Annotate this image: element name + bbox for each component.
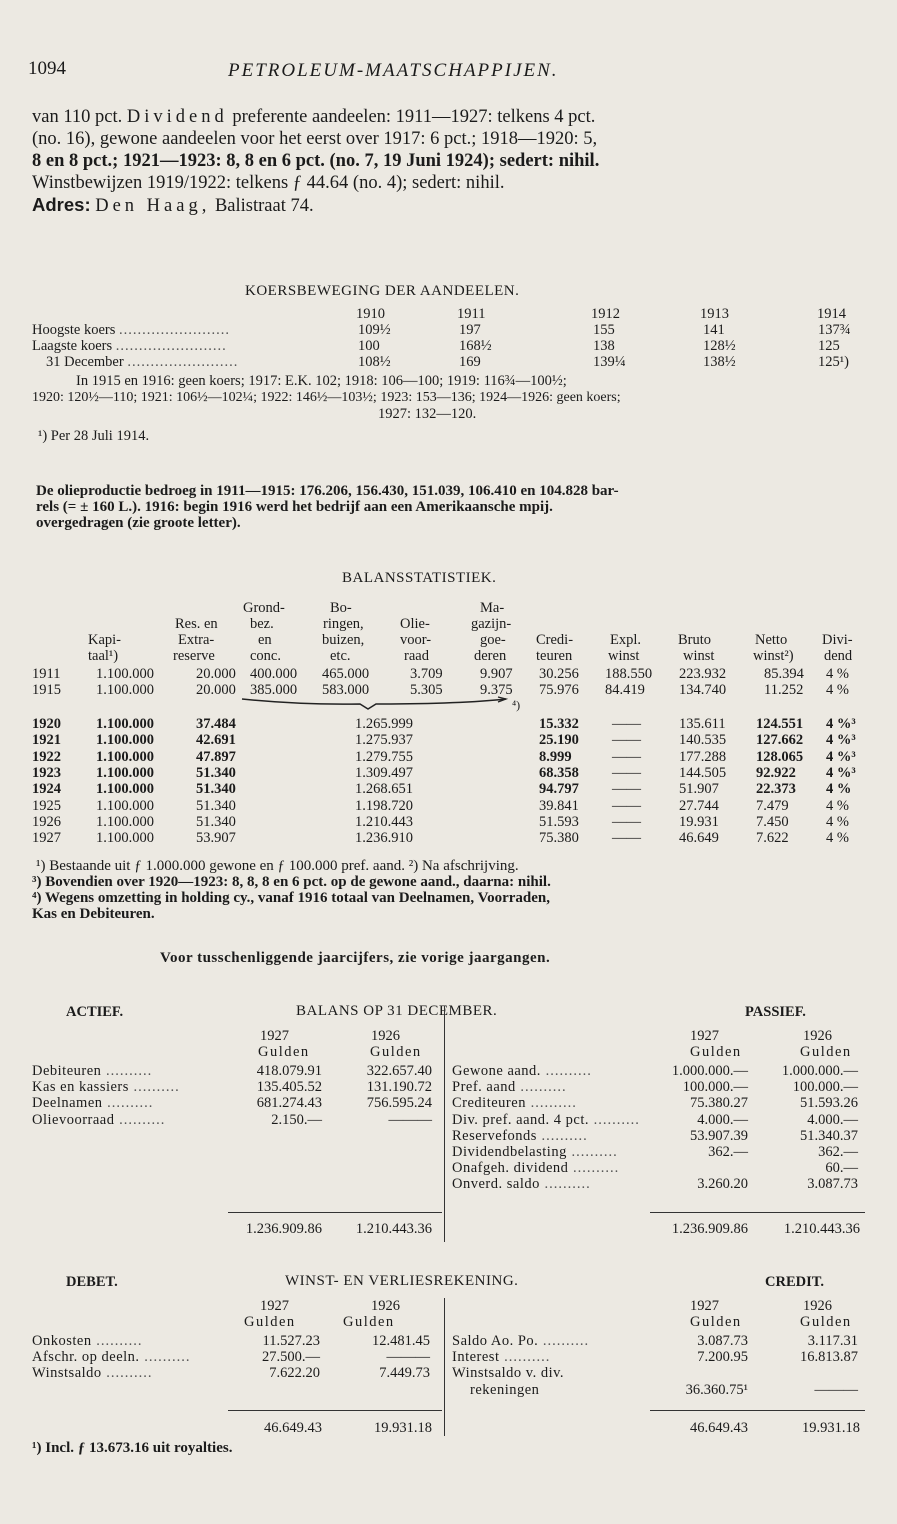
col-header: winst <box>608 648 640 664</box>
kapitaal-cell: 1.100.000 <box>96 830 154 847</box>
value-1926: 756.595.24 <box>366 1095 432 1112</box>
dividend-cell: 4 % <box>826 830 849 847</box>
koers-row-label: 31 December ........................ <box>46 354 239 370</box>
totaal-cell: 1.268.651 <box>355 781 413 798</box>
col-header: reserve <box>173 648 215 664</box>
unit-head: Gulden <box>258 1044 310 1060</box>
label-text: Debiteuren <box>32 1063 102 1079</box>
koers-value: 125¹) <box>818 354 849 370</box>
magazijn-cell: 9.907 <box>480 666 513 682</box>
totaal-cell: 1.279.755 <box>355 748 413 765</box>
col-header: buizen, <box>322 632 365 648</box>
label-text: Interest <box>452 1349 500 1366</box>
ledger-label <box>470 1382 539 1399</box>
label-text: Afschr. op deeln. <box>32 1349 140 1366</box>
expl-dash: —— <box>612 716 641 732</box>
value-1926: 51.340.37 <box>800 1127 858 1144</box>
koers-value: 128½ <box>703 338 736 354</box>
unit-head: Gulden <box>343 1314 395 1330</box>
year-head: 1926 <box>371 1028 400 1044</box>
koers-value: 109½ <box>358 322 391 338</box>
koers-note: 1920: 120½—110; 1921: 106½—102¼; 1922: 146½—103½; 1923: 153—136; 1924—1926: geen koers; <box>32 390 621 405</box>
running-title: PETROLEUM-MAATSCHAPPIJEN. <box>228 60 559 81</box>
label-text: Winstsaldo v. div. <box>452 1365 565 1382</box>
col-header: raad <box>404 648 429 664</box>
col-header: Res. en <box>175 616 218 632</box>
year-cell: 1926 <box>32 813 61 830</box>
reserve-cell: 47.897 <box>196 748 236 765</box>
totaal-cell: 1.275.937 <box>355 732 413 749</box>
dividend-cell: 4 %³ <box>826 716 856 732</box>
ledger-label: Kas en kassiers .......... <box>32 1079 180 1096</box>
footnote: ³) Bovendien over 1920—1923: 8, 8, 8 en 6 pct. op de gewone aand., daarna: nihil. <box>32 874 551 890</box>
crediteuren-cell: 30.256 <box>539 666 579 682</box>
col-header: conc. <box>250 648 281 664</box>
kapitaal-cell: 1.100.000 <box>96 797 154 814</box>
col-header: winst²) <box>753 648 794 664</box>
adres-street: Balistraat 74. <box>210 196 314 216</box>
col-header: Olie- <box>400 616 430 632</box>
year-cell: 1927 <box>32 830 61 847</box>
ledger-label: Olievoorraad .......... <box>32 1111 166 1128</box>
bruto-cell: 144.505 <box>679 764 727 781</box>
koers-value: 197 <box>459 322 481 338</box>
ledger-label: Onkosten .......... <box>32 1333 143 1349</box>
total-rule <box>650 1212 865 1213</box>
passief-head: PASSIEF. <box>745 1004 806 1020</box>
adres-line <box>32 194 599 217</box>
total-actief-1926: 1.210.443.36 <box>355 1221 432 1237</box>
netto-cell: 85.394 <box>764 666 804 682</box>
olie-cell: 3.709 <box>410 666 443 682</box>
expl-dash: —— <box>612 830 641 847</box>
col-header: deren <box>474 648 507 664</box>
koers-value: 155 <box>593 322 615 338</box>
dividend-cell: 4 %³ <box>826 732 856 749</box>
year-head: 1927 <box>690 1028 719 1044</box>
label-text: Onafgeh. dividend <box>452 1160 569 1177</box>
totaal-cell: 1.236.910 <box>355 830 413 847</box>
value-1926: 3.117.31 <box>807 1333 858 1349</box>
col-header: Expl. <box>610 632 642 648</box>
reserve-cell: 51.340 <box>196 781 236 798</box>
label-text: Gewone aand. <box>452 1063 541 1079</box>
boringen-cell: 465.000 <box>322 666 370 682</box>
reserve-cell: 20.000 <box>196 666 236 682</box>
ledger-label: Gewone aand. .......... <box>452 1063 592 1079</box>
value-1926: 12.481.45 <box>372 1333 430 1349</box>
value-1926: 100.000.— <box>792 1079 858 1096</box>
bruto-cell: 134.740 <box>679 682 727 698</box>
col-header: Credi- <box>536 632 574 648</box>
label-text: Kas en kassiers <box>32 1079 129 1096</box>
totaal-cell: 1.198.720 <box>355 797 413 814</box>
winst-divider <box>444 1298 445 1436</box>
koers-year: 1912 <box>591 306 620 322</box>
label-text: Pref. aand <box>452 1079 516 1096</box>
reserve-cell: 37.484 <box>196 716 236 732</box>
col-header: Kapi- <box>88 632 122 648</box>
value-1926: 7.449.73 <box>379 1365 430 1382</box>
intro-text: preferente aandeelen: 1911—1927: telkens 4 pct. <box>227 107 596 127</box>
unit-head: Gulden <box>370 1044 422 1060</box>
koers-year: 1910 <box>356 306 385 322</box>
value-1926: ——— <box>814 1381 858 1398</box>
intro-paragraph <box>32 106 599 217</box>
col-header: Ma- <box>480 600 505 616</box>
olie-line: rels (= ± 160 L.). 1916: begin 1916 werd het bedrijf aan een Amerikaansche mpij. <box>36 499 553 515</box>
year-head: 1927 <box>690 1298 719 1314</box>
koers-row-label: Hoogste koers ........................ <box>32 322 230 338</box>
value-1927: 1.000.000.— <box>671 1063 748 1079</box>
netto-cell: 7.622 <box>756 830 789 847</box>
reserve-cell: 51.340 <box>196 797 236 814</box>
kapitaal-cell: 1.100.000 <box>96 764 154 781</box>
unit-head: Gulden <box>800 1044 852 1060</box>
value-1927: 681.274.43 <box>256 1095 322 1112</box>
netto-cell: 11.252 <box>764 682 804 698</box>
unit-head: Gulden <box>690 1044 742 1060</box>
grond-cell: 400.000 <box>250 666 298 682</box>
netto-cell: 7.450 <box>756 813 789 830</box>
balansstat-footnotes <box>32 858 551 922</box>
grond-cell: 385.000 <box>250 682 298 698</box>
year-cell: 1922 <box>32 748 61 765</box>
kapitaal-cell: 1.100.000 <box>96 716 154 732</box>
kapitaal-cell: 1.100.000 <box>96 682 154 698</box>
olie-line: overgedragen (zie groote letter). <box>36 515 241 531</box>
crediteuren-cell: 8.999 <box>539 748 572 765</box>
reserve-cell: 42.691 <box>196 732 236 749</box>
value-1927: 75.380.27 <box>690 1095 748 1112</box>
label-text: Onkosten <box>32 1333 92 1349</box>
total-rule <box>228 1410 442 1411</box>
koers-value: 100 <box>358 338 380 354</box>
total-credit-1927: 46.649.43 <box>690 1420 748 1436</box>
koers-value: 139¼ <box>593 354 626 370</box>
bruto-cell: 51.907 <box>679 781 719 798</box>
intro-line-3: 8 en 8 pct.; 1921—1923: 8, 8 en 6 pct. (no. 7, 19 Juni 1924); sedert: nihil. <box>32 151 600 171</box>
koers-value: 137¾ <box>818 322 851 338</box>
debet-head: DEBET. <box>66 1274 118 1290</box>
value-1927: 7.200.95 <box>697 1349 748 1366</box>
col-header: etc. <box>330 648 351 664</box>
winst-title: WINST- EN VERLIESREKENING. <box>285 1273 519 1289</box>
totaal-cell: 1.210.443 <box>355 813 413 830</box>
value-1926: 16.813.87 <box>800 1349 858 1366</box>
value-1926: ——— <box>388 1111 432 1128</box>
col-header: Netto <box>755 632 788 648</box>
value-1926: 4.000.— <box>807 1111 858 1128</box>
value-1927: 11.527.23 <box>262 1333 320 1349</box>
label-text: rekeningen <box>470 1381 540 1398</box>
col-header: Divi- <box>822 632 853 648</box>
ledger-label: Interest .......... <box>452 1349 551 1366</box>
col-header: Grond- <box>243 600 285 616</box>
bruto-cell: 46.649 <box>679 830 719 847</box>
total-passief-1927: 1.236.909.86 <box>671 1221 748 1237</box>
crediteuren-cell: 68.358 <box>539 764 579 781</box>
value-1926: 60.— <box>825 1160 858 1177</box>
dividend-word: Dividend <box>126 107 228 127</box>
year-cell: 1920 <box>32 716 61 732</box>
label-text: Olievoorraad <box>32 1111 115 1128</box>
ledger-label <box>452 1365 564 1382</box>
koers-year: 1911 <box>457 306 486 322</box>
label-text: Div. pref. aand. 4 pct. <box>452 1111 589 1128</box>
ledger-label: Pref. aand .......... <box>452 1079 567 1096</box>
balans-title: BALANS OP 31 DECEMBER. <box>296 1003 498 1019</box>
value-1926: 51.593.26 <box>800 1095 858 1112</box>
bruto-cell: 177.288 <box>679 748 727 765</box>
value-1926: ——— <box>386 1349 430 1366</box>
bruto-cell: 223.932 <box>679 666 727 682</box>
reserve-cell: 53.907 <box>196 830 236 847</box>
footnote: Kas en Debiteuren. <box>32 906 155 922</box>
year-cell: 1915 <box>32 682 61 698</box>
koers-title: KOERSBEWEGING DER AANDEELEN. <box>245 283 520 299</box>
col-header: Extra- <box>178 632 215 648</box>
koers-value: 141 <box>703 322 725 338</box>
unit-head: Gulden <box>800 1314 852 1330</box>
col-header: gazijn- <box>471 616 512 632</box>
crediteuren-cell: 75.380 <box>539 830 579 847</box>
col-header: winst <box>683 648 715 664</box>
kapitaal-cell: 1.100.000 <box>96 732 154 749</box>
total-passief-1926: 1.210.443.36 <box>783 1221 860 1237</box>
koers-row-label: Laagste koers ........................ <box>32 338 227 354</box>
value-1927: 53.907.39 <box>690 1127 748 1144</box>
dividend-cell: 4 % <box>826 781 852 798</box>
koers-note: In 1915 en 1916: geen koers; 1917: E.K. 102; 1918: 106—100; 1919: 116¾—100½; <box>76 373 567 389</box>
koers-value: 168½ <box>459 338 492 354</box>
col-header: Bruto <box>678 632 712 648</box>
col-header: dend <box>824 648 853 664</box>
balansstat-title: BALANSSTATISTIEK. <box>342 570 497 586</box>
ledger-label: Afschr. op deeln. .......... <box>32 1349 191 1366</box>
winst-footnote: ¹) Incl. ƒ 13.673.16 uit royalties. <box>32 1440 233 1456</box>
brace-note: ⁴) <box>512 698 521 712</box>
dividend-cell: 4 % <box>826 666 849 682</box>
expl-cell: 84.419 <box>605 682 645 698</box>
label-text: Deelnamen <box>32 1095 103 1112</box>
ledger-label: Onafgeh. dividend .......... <box>452 1160 620 1177</box>
value-1926: 1.000.000.— <box>781 1063 858 1079</box>
koers-year: 1913 <box>700 306 729 322</box>
ledger-label: Div. pref. aand. 4 pct. .......... <box>452 1111 640 1128</box>
ledger-label: Saldo Ao. Po. .......... <box>452 1333 590 1349</box>
expl-dash: —— <box>612 748 641 765</box>
label-text: 31 December <box>46 354 124 370</box>
netto-cell: 22.373 <box>756 781 796 798</box>
reserve-cell: 51.340 <box>196 764 236 781</box>
value-1926: 131.190.72 <box>366 1079 432 1096</box>
label-text: Reservefonds <box>452 1127 537 1144</box>
netto-cell: 7.479 <box>756 797 789 814</box>
netto-cell: 127.662 <box>756 732 804 749</box>
value-1927: 100.000.— <box>682 1079 748 1096</box>
value-1926: 3.087.73 <box>807 1176 858 1193</box>
page-number: 1094 <box>28 58 66 79</box>
year-cell: 1923 <box>32 764 61 781</box>
balans-divider <box>444 1006 445 1242</box>
ledger-label: Onverd. saldo .......... <box>452 1176 591 1193</box>
bruto-cell: 27.744 <box>679 797 719 814</box>
intro-line-1 <box>32 106 599 128</box>
year-head: 1927 <box>260 1298 289 1314</box>
kapitaal-cell: 1.100.000 <box>96 813 154 830</box>
koers-value: 138 <box>593 338 615 354</box>
year-head: 1926 <box>803 1028 832 1044</box>
label-text: Crediteuren <box>452 1095 526 1112</box>
col-header: teuren <box>536 648 573 664</box>
label-text: Onverd. saldo <box>452 1176 540 1193</box>
value-1926: 322.657.40 <box>366 1063 432 1079</box>
total-debet-1926: 19.931.18 <box>374 1420 432 1436</box>
value-1927: 418.079.91 <box>256 1063 322 1079</box>
crediteuren-cell: 15.332 <box>539 716 579 732</box>
magazijn-cell: 9.375 <box>480 682 513 698</box>
crediteuren-cell: 25.190 <box>539 732 579 749</box>
label-text: Hoogste koers <box>32 322 116 338</box>
koers-note: 1927: 132—120. <box>378 406 477 422</box>
col-header: ringen, <box>323 616 364 632</box>
value-1927: 7.622.20 <box>269 1365 320 1382</box>
col-header: goe- <box>480 632 506 648</box>
year-head: 1927 <box>260 1028 289 1044</box>
value-1927: 3.087.73 <box>697 1333 748 1349</box>
brace-line <box>240 696 510 712</box>
expl-dash: —— <box>612 764 641 781</box>
totaal-cell: 1.309.497 <box>355 764 413 781</box>
kapitaal-cell: 1.100.000 <box>96 781 154 798</box>
total-credit-1926: 19.931.18 <box>802 1420 860 1436</box>
bruto-cell: 135.611 <box>679 716 726 732</box>
reserve-cell: 51.340 <box>196 813 236 830</box>
expl-dash: —— <box>612 813 641 830</box>
expl-dash: —— <box>612 781 641 798</box>
totaal-cell: 1.265.999 <box>355 716 413 732</box>
expl-dash: —— <box>612 732 641 749</box>
col-header: Bo- <box>330 600 352 616</box>
col-header: bez. <box>250 616 274 632</box>
expl-cell: 188.550 <box>605 666 653 682</box>
total-actief-1927: 1.236.909.86 <box>245 1221 322 1237</box>
footnote: ¹) Bestaande uit ƒ 1.000.000 gewone en ƒ 100.000 pref. aand. ²) Na afschrijving. <box>36 858 519 874</box>
kapitaal-cell: 1.100.000 <box>96 666 154 682</box>
value-1927: 3.260.20 <box>697 1176 748 1193</box>
dividend-cell: 4 % <box>826 813 849 830</box>
koers-value: 169 <box>459 354 481 370</box>
olie-cell: 5.305 <box>410 682 443 698</box>
footnote: ⁴) Wegens omzetting in holding cy., vanaf 1916 totaal van Deelnamen, Voorraden, <box>32 890 550 906</box>
crediteuren-cell: 51.593 <box>539 813 579 830</box>
dividend-cell: 4 %³ <box>826 764 856 781</box>
total-rule <box>228 1212 442 1213</box>
intro-line-4: Winstbewijzen 1919/1922: telkens ƒ 44.64 (no. 4); sedert: nihil. <box>32 173 505 193</box>
year-cell: 1911 <box>32 666 61 682</box>
year-cell: 1925 <box>32 797 61 814</box>
adres-city: Den Haag, <box>95 196 211 216</box>
expl-dash: —— <box>612 797 641 814</box>
dividend-cell: 4 % <box>826 682 849 698</box>
crediteuren-cell: 75.976 <box>539 682 579 698</box>
bruto-cell: 19.931 <box>679 813 719 830</box>
year-head: 1926 <box>803 1298 832 1314</box>
label-text: Laagste koers <box>32 338 113 354</box>
bruto-cell: 140.535 <box>679 732 727 749</box>
ledger-label: Winstsaldo .......... <box>32 1365 153 1382</box>
crediteuren-cell: 39.841 <box>539 797 579 814</box>
value-1927: 135.405.52 <box>256 1079 322 1096</box>
ledger-label: Dividendbelasting .......... <box>452 1144 618 1160</box>
year-cell: 1921 <box>32 732 61 749</box>
total-rule <box>650 1410 865 1411</box>
netto-cell: 92.922 <box>756 764 796 781</box>
olie-paragraph <box>36 483 619 531</box>
netto-cell: 124.551 <box>756 716 804 732</box>
credit-head: CREDIT. <box>765 1274 824 1290</box>
value-1927: 2.150.— <box>271 1111 322 1128</box>
year-head: 1926 <box>371 1298 400 1314</box>
ledger-label: Deelnamen .......... <box>32 1095 154 1112</box>
value-1927: 36.360.75¹ <box>685 1381 748 1398</box>
label-text: Dividendbelasting <box>452 1144 567 1160</box>
ledger-label: Debiteuren .......... <box>32 1063 153 1079</box>
year-cell: 1924 <box>32 781 61 798</box>
value-1927: 362.— <box>708 1144 748 1160</box>
koers-year: 1914 <box>817 306 846 322</box>
kapitaal-cell: 1.100.000 <box>96 748 154 765</box>
ledger-label: Reservefonds .......... <box>452 1127 588 1144</box>
olie-line: De olieproductie bedroeg in 1911—1915: 176.206, 156.430, 151.039, 106.410 en 104.828 bar- <box>36 483 619 499</box>
koers-value: 138½ <box>703 354 736 370</box>
koers-footnote: ¹) Per 28 Juli 1914. <box>38 428 150 444</box>
unit-head: Gulden <box>244 1314 296 1330</box>
col-header: taal¹) <box>88 648 119 664</box>
koers-value: 125 <box>818 338 840 354</box>
label-text: Winstsaldo <box>32 1365 102 1382</box>
col-header: en <box>258 632 272 648</box>
ledger-label: Crediteuren .......... <box>452 1095 577 1112</box>
tussen-note: Voor tusschenliggende jaarcijfers, zie vorige jaargangen. <box>160 950 551 966</box>
koers-value: 108½ <box>358 354 391 370</box>
adres-label: Adres: <box>32 194 91 215</box>
reserve-cell: 20.000 <box>196 682 236 698</box>
value-1926: 362.— <box>818 1144 858 1160</box>
crediteuren-cell: 94.797 <box>539 781 579 798</box>
total-debet-1927: 46.649.43 <box>264 1420 322 1436</box>
intro-text: van 110 pct. <box>32 107 127 127</box>
value-1927: 4.000.— <box>697 1111 748 1128</box>
col-header: voor- <box>400 632 432 648</box>
boringen-cell: 583.000 <box>322 682 370 698</box>
actief-head: ACTIEF. <box>66 1004 124 1020</box>
unit-head: Gulden <box>690 1314 742 1330</box>
intro-line-2: (no. 16), gewone aandeelen voor het eerst over 1917: 6 pct.; 1918—1920: 5, <box>32 129 598 149</box>
dividend-cell: 4 %³ <box>826 748 856 765</box>
value-1927: 27.500.— <box>262 1349 320 1366</box>
label-text: Saldo Ao. Po. <box>452 1333 539 1349</box>
dividend-cell: 4 % <box>826 797 849 814</box>
netto-cell: 128.065 <box>756 748 804 765</box>
